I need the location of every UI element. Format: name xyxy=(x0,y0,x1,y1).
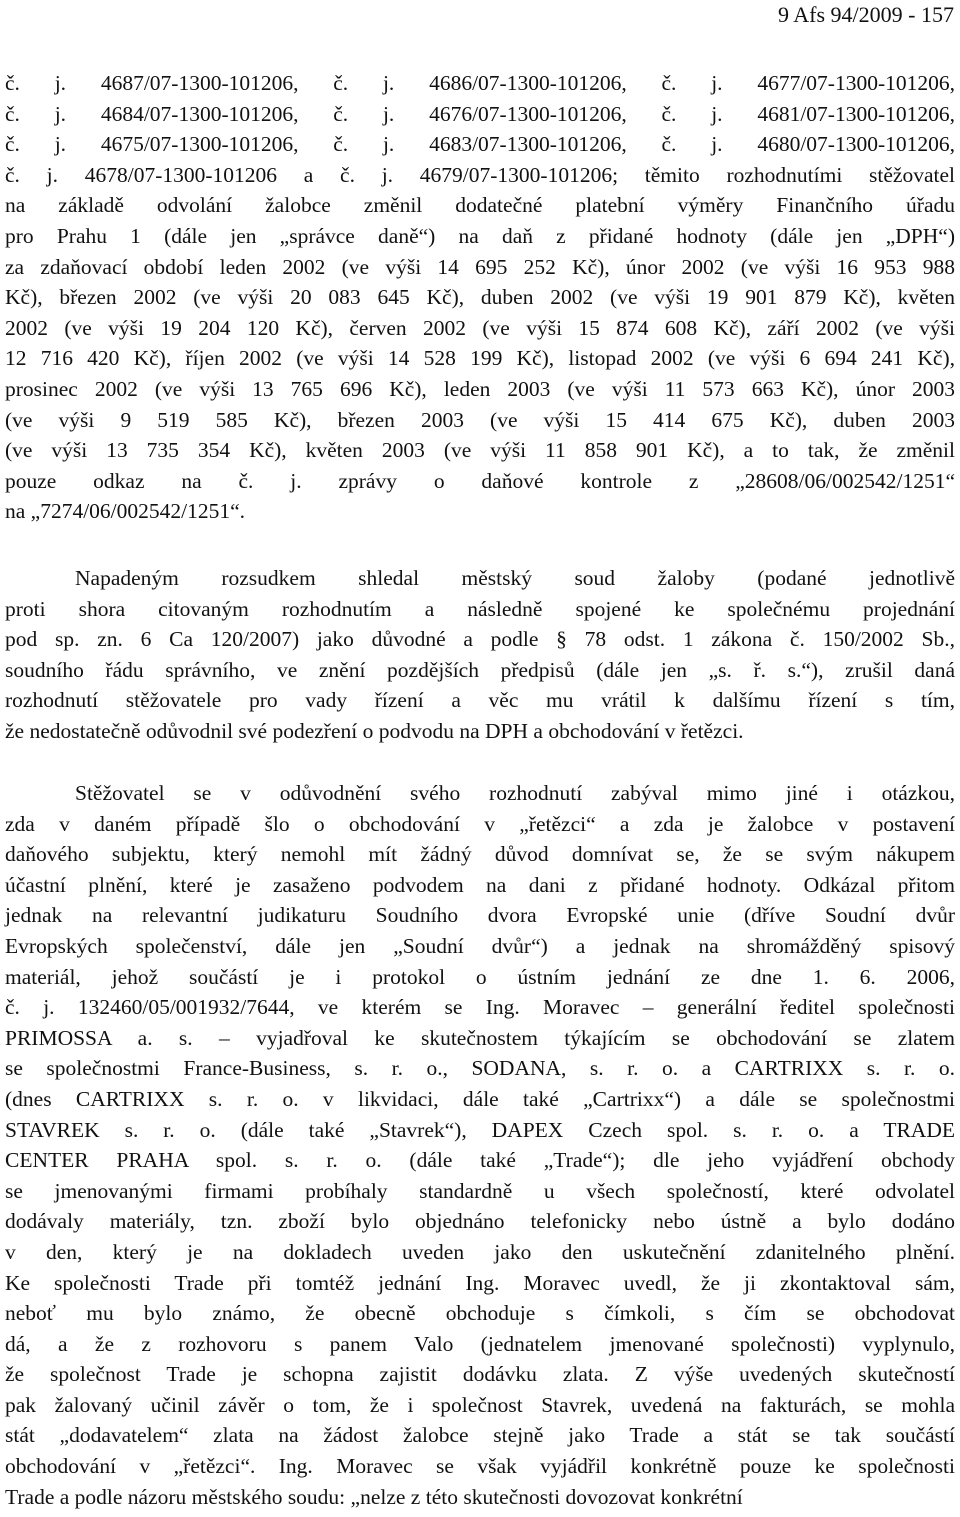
text-line: v den, který je na dokladech uveden jako den uskutečnění zdanitelného plnění. xyxy=(5,1239,955,1264)
text-line: rozhodnutí stěžovatele pro vady řízení a věc mu vrátil k dalšímu řízení s tím, xyxy=(5,688,955,713)
text-line: (ve výši 9 519 585 Kč), březen 2003 (ve výši 15 414 675 Kč), duben 2003 xyxy=(5,407,955,432)
text-line: zda v daném případě šlo o obchodování v „řetězci“ a zda je žalobce v postavení xyxy=(5,811,955,836)
text-line: dá, a že z rozhovoru s panem Valo (jednatelem jmenované společnosti) vyplynulo, xyxy=(5,1331,955,1356)
text-line: na základě odvolání žalobce změnil dodatečné platební výměry Finančního úřadu xyxy=(5,193,955,218)
text-line: že společnost Trade je schopna zajistit dodávku zlata. Z výše uvedených skutečností xyxy=(5,1362,955,1387)
text-line: na „7274/06/002542/1251“. xyxy=(5,499,246,524)
text-line: proti shora citovaným rozhodnutím a následně spojené ke společnému projednání xyxy=(5,596,955,621)
text-line: Evropských společenství, dále jen „Soudní dvůr“) a jednak na shromážděný spisový xyxy=(5,933,955,958)
text-line: Napadeným rozsudkem shledal městský soud žaloby (podané jednotlivě xyxy=(75,566,955,590)
text-line: stát „dodavatelem“ zlata na žádost žalobce stejně jako Trade a stát se tak součástí xyxy=(5,1423,955,1448)
text-line: (ve výši 13 735 354 Kč), květen 2003 (ve výši 11 858 901 Kč), a to tak, že změnil xyxy=(5,438,955,463)
text-line: CENTER PRAHA spol. s. r. o. (dále také „Trade“); dle jeho vyjádření obchody xyxy=(5,1148,955,1173)
text-line: jednak na relevantní judikaturu Soudního dvora Evropské unie (dříve Soudní dvůr xyxy=(5,903,955,928)
text-line: pod sp. zn. 6 Ca 120/2007) jako důvodné a podle § 78 odst. 1 zákona č. 150/2002 Sb., xyxy=(5,627,955,652)
text-line: Ke společnosti Trade při tomtéž jednání Ing. Moravec uvedl, že ji zkontaktoval sám, xyxy=(5,1270,955,1295)
text-line: č. j. 132460/05/001932/7644, ve kterém se Ing. Moravec – generální ředitel společnosti xyxy=(5,995,955,1020)
text-line: se jmenovanými firmami probíhaly standardně u všech společností, které odvolatel xyxy=(5,1178,955,1203)
paragraph-court-judgment xyxy=(5,563,955,747)
text-line: 2002 (ve výši 19 204 120 Kč), červen 2002 (ve výši 15 874 608 Kč), září 2002 (ve výši xyxy=(5,315,955,340)
text-line: pro Prahu 1 (dále jen „správce daně“) na daň z přidané hodnoty (dále jen „DPH“) xyxy=(5,223,955,248)
paragraph-appellant-reasoning xyxy=(5,778,955,1512)
case-reference-header: 9 Afs 94/2009 - 157 xyxy=(778,2,954,27)
text-line: pouze odkaz na č. j. zprávy o daňové kontrole z „28608/06/002542/1251“ xyxy=(5,468,955,493)
text-line: že nedostatečně odůvodnil své podezření o podvodu na DPH a obchodování v řetězci. xyxy=(5,718,744,743)
text-line: pak žalovaný učinil závěr o tom, že i společnost Stavrek, uvedená na fakturách, se mohla xyxy=(5,1392,955,1417)
text-line: dodávaly materiály, tzn. zboží bylo objednáno telefonicky nebo ústně a bylo dodáno xyxy=(5,1209,955,1234)
text-line: obchodování v „řetězci“. Ing. Moravec se však vyjádřil konkrétně pouze ke společnosti xyxy=(5,1454,955,1479)
text-line: za zdaňovací období leden 2002 (ve výši 14 695 252 Kč), únor 2002 (ve výši 16 953 988 xyxy=(5,254,955,279)
text-line: č. j. 4678/07-1300-101206 a č. j. 4679/07-1300-101206; těmito rozhodnutími stěžovatel xyxy=(5,162,955,187)
text-line: materiál, jehož součástí je i protokol o ústním jednání ze dne 1. 6. 2006, xyxy=(5,964,955,989)
text-line: prosinec 2002 (ve výši 13 765 696 Kč), leden 2003 (ve výši 11 573 663 Kč), únor 2003 xyxy=(5,376,955,401)
text-line: PRIMOSSA a. s. – vyjadřoval ke skutečnostem týkajícím se obchodování se zlatem xyxy=(5,1025,955,1050)
text-line: Trade a podle názoru městského soudu: „nelze z této skutečnosti dovozovat konkrétní xyxy=(5,1484,743,1509)
text-line: (dnes CARTRIXX s. r. o. v likvidaci, dále také „Cartrixx“) a dále se společnostmi xyxy=(5,1086,955,1111)
text-line: č. j. 4684/07-1300-101206, č. j. 4676/07-1300-101206, č. j. 4681/07-1300-101206, xyxy=(5,101,955,126)
text-line: daňového subjektu, který nemohl mít žádný důvod domnívat se, že se svým nákupem xyxy=(5,842,955,867)
text-line: se společnostmi France-Business, s. r. o., SODANA, s. r. o. a CARTRIXX s. r. o. xyxy=(5,1056,955,1081)
text-line: soudního řádu správního, ve znění pozdějších předpisů (dále jen „s. ř. s.“), zrušil daná xyxy=(5,657,955,682)
text-line: STAVREK s. r. o. (dále také „Stavrek“), DAPEX Czech spol. s. r. o. a TRADE xyxy=(5,1117,955,1142)
paragraph-decisions-list xyxy=(5,68,955,527)
text-line: Stěžovatel se v odůvodnění svého rozhodnutí zabýval mimo jiné i otázkou, xyxy=(75,781,955,805)
text-line: účastní plnění, které je zasaženo podvodem na dani z přidané hodnoty. Odkázal přitom xyxy=(5,872,955,897)
text-line: č. j. 4675/07-1300-101206, č. j. 4683/07-1300-101206, č. j. 4680/07-1300-101206, xyxy=(5,132,955,157)
text-line: 12 716 420 Kč), říjen 2002 (ve výši 14 528 199 Kč), listopad 2002 (ve výši 6 694 241 Kč), xyxy=(5,346,955,371)
text-line: č. j. 4687/07-1300-101206, č. j. 4686/07-1300-101206, č. j. 4677/07-1300-101206, xyxy=(5,71,955,95)
text-line: Kč), březen 2002 (ve výši 20 083 645 Kč), duben 2002 (ve výši 19 901 879 Kč), květen xyxy=(5,285,955,310)
text-line: neboť mu bylo známo, že obecně obchoduje s čímkoli, s čím se obchodovat xyxy=(5,1301,955,1326)
